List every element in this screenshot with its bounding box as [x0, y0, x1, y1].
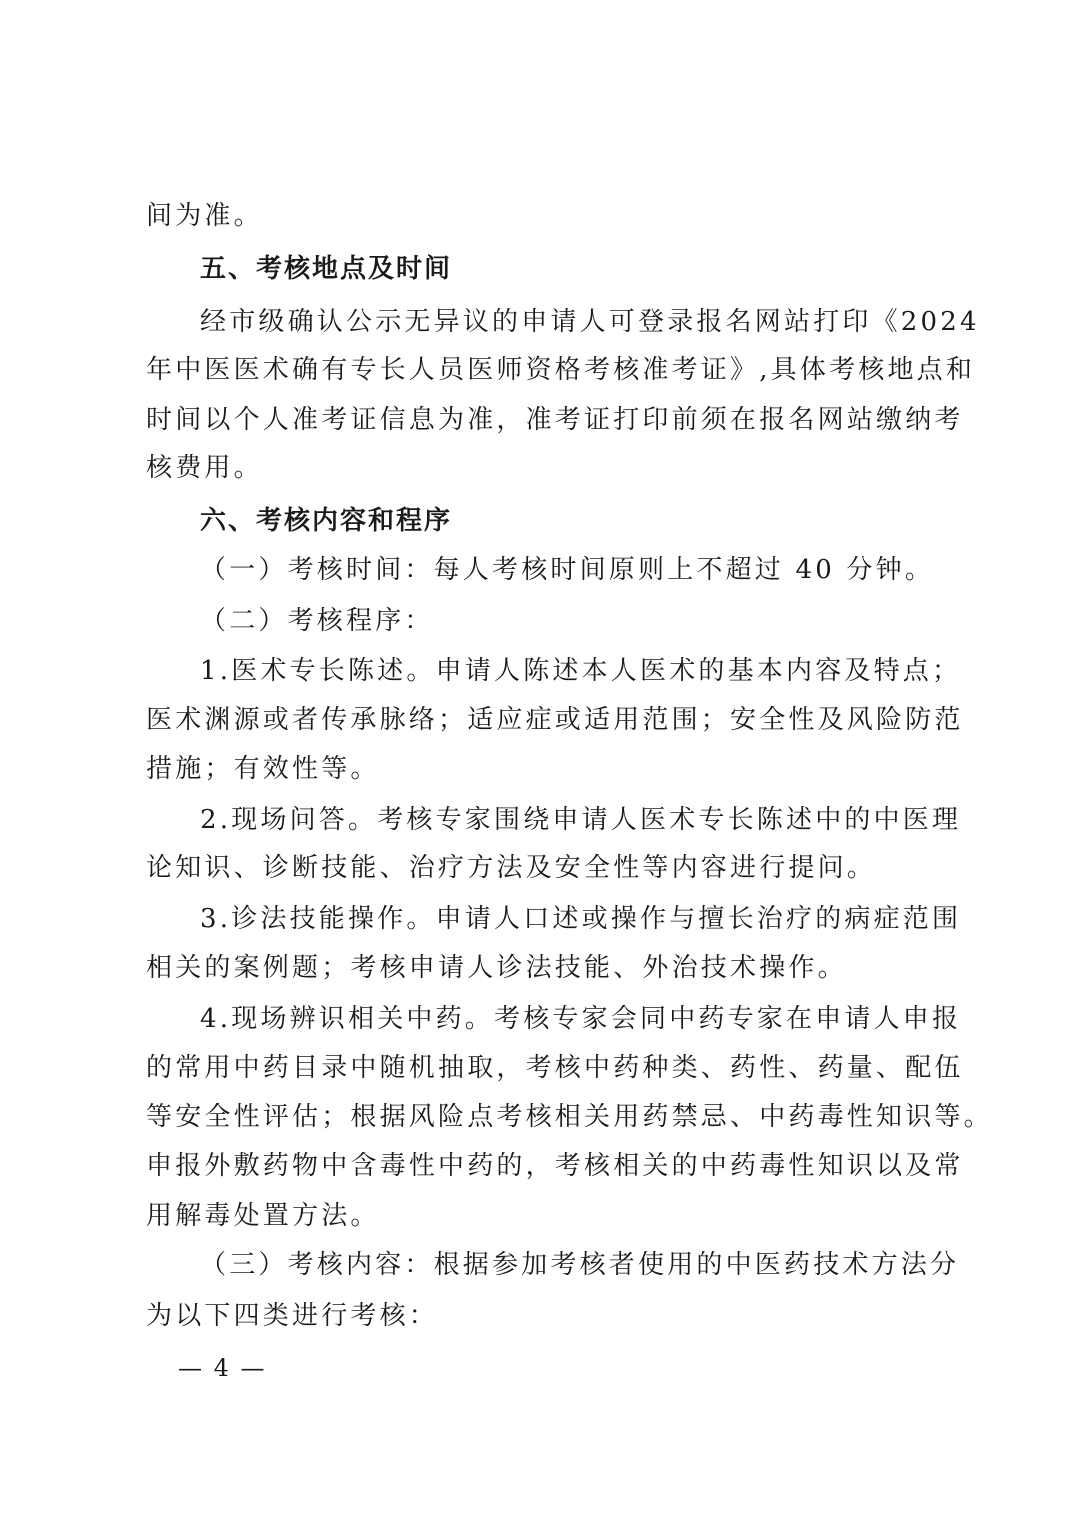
- paragraph-line: 为以下四类进行考核：: [146, 1301, 439, 1331]
- paragraph-line: 4.现场辨识相关中药。考核专家会同中药专家在申请人申报: [200, 1004, 962, 1034]
- paragraph-line: （一）考核时间：每人考核时间原则上不超过 40 分钟。: [200, 555, 935, 585]
- paragraph-line: 措施；有效性等。: [146, 754, 380, 784]
- paragraph-line: 医术渊源或者传承脉络；适应症或适用范围；安全性及风险防范: [146, 705, 964, 735]
- paragraph-line: 3.诊法技能操作。申请人口述或操作与擅长治疗的病症范围: [200, 904, 962, 934]
- paragraph-line: 核费用。: [146, 453, 263, 483]
- paragraph-line: （三）考核内容：根据参加考核者使用的中医药技术方法分: [200, 1250, 960, 1280]
- section-heading-location-time: 五、考核地点及时间: [200, 254, 453, 284]
- paragraph-line: （二）考核程序：: [200, 606, 434, 636]
- paragraph-line: 间为准。: [146, 201, 263, 231]
- page-number: — 4 —: [178, 1354, 267, 1382]
- paragraph-line: 经市级确认公示无异议的申请人可登录报名网站打印《2024: [200, 307, 980, 337]
- paragraph-line: 年中医医术确有专长人员医师资格考核准考证》,具体考核地点和: [146, 355, 976, 385]
- section-heading-content-procedure: 六、考核内容和程序: [200, 506, 453, 536]
- paragraph-line: 申报外敷药物中含毒性中药的，考核相关的中药毒性知识以及常: [146, 1151, 964, 1181]
- paragraph-line: 用解毒处置方法。: [146, 1201, 380, 1231]
- paragraph-line: 相关的案例题；考核申请人诊法技能、外治技术操作。: [146, 953, 847, 983]
- paragraph-line: 时间以个人准考证信息为准，准考证打印前须在报名网站缴纳考: [146, 405, 964, 435]
- paragraph-line: 1.医术专长陈述。申请人陈述本人医术的基本内容及特点；: [200, 656, 962, 686]
- paragraph-line: 论知识、诊断技能、治疗方法及安全性等内容进行提问。: [146, 853, 877, 883]
- paragraph-line: 2.现场问答。考核专家围绕申请人医术专长陈述中的中医理: [200, 805, 962, 835]
- paragraph-line: 等安全性评估；根据风险点考核相关用药禁忌、中药毒性知识等。: [146, 1102, 993, 1132]
- paragraph-line: 的常用中药目录中随机抽取，考核中药种类、药性、药量、配伍: [146, 1053, 964, 1083]
